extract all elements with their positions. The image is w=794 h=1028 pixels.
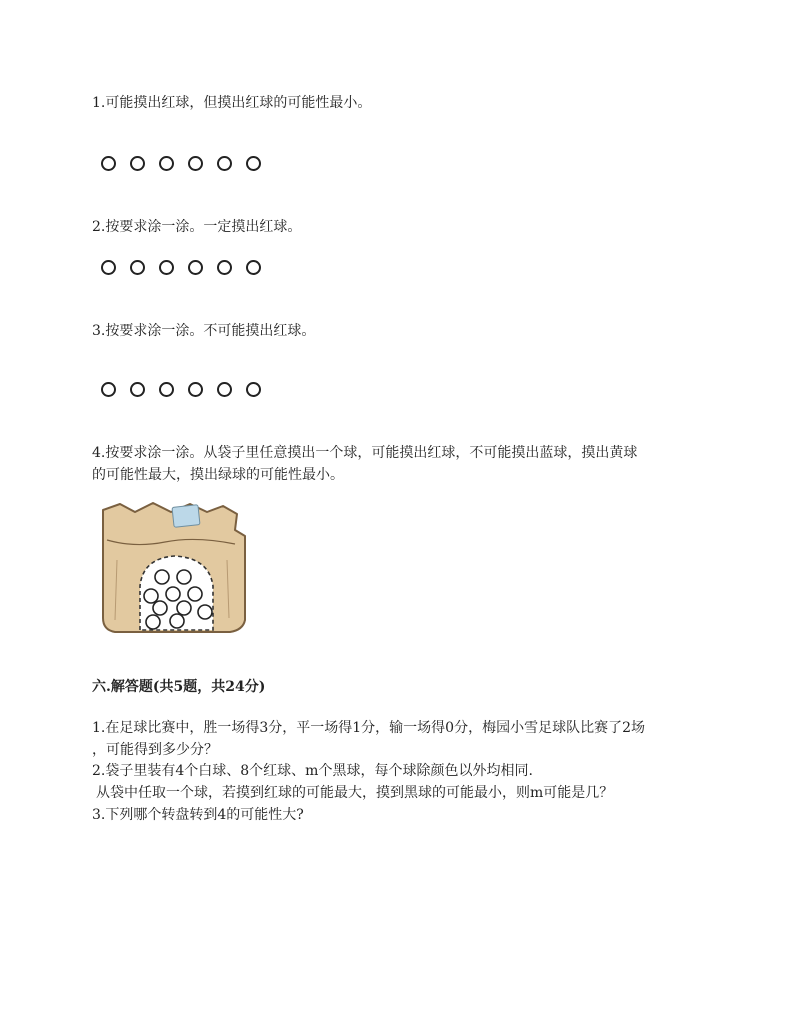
circle[interactable] (188, 156, 203, 171)
circle-row-2 (101, 260, 261, 275)
problem-1-line-1: 1.在足球比赛中，胜一场得3分，平一场得1分，输一场得0分，梅园小雪足球队比赛了2场 (92, 720, 645, 736)
circle[interactable] (159, 382, 174, 397)
question-4-line-2: 的可能性最大，摸出绿球的可能性最小。 (92, 467, 344, 483)
ball[interactable] (146, 615, 160, 629)
circle[interactable] (130, 156, 145, 171)
circle[interactable] (188, 260, 203, 275)
circle[interactable] (159, 260, 174, 275)
circle[interactable] (101, 156, 116, 171)
ball[interactable] (144, 589, 158, 603)
question-2: 2.按要求涂一涂。一定摸出红球。 (92, 219, 302, 235)
problem-3: 3.下列哪个转盘转到4的可能性大? (92, 807, 304, 823)
circle[interactable] (101, 382, 116, 397)
question-3: 3.按要求涂一涂。不可能摸出红球。 (92, 323, 316, 339)
ball[interactable] (155, 570, 169, 584)
ball[interactable] (177, 570, 191, 584)
ball[interactable] (198, 605, 212, 619)
circle[interactable] (217, 156, 232, 171)
bag-illustration (95, 500, 255, 640)
tape (172, 505, 200, 528)
circle-row-1 (101, 156, 261, 171)
problem-2-line-2: 从袋中任取一个球，若摸到红球的可能最大，摸到黑球的可能最小，则m可能是几？ (96, 785, 614, 801)
ball[interactable] (170, 614, 184, 628)
ball[interactable] (166, 587, 180, 601)
circle[interactable] (246, 260, 261, 275)
circle[interactable] (217, 382, 232, 397)
circle[interactable] (217, 260, 232, 275)
circle[interactable] (130, 260, 145, 275)
circle[interactable] (188, 382, 203, 397)
circle[interactable] (246, 382, 261, 397)
question-1: 1.可能摸出红球，但摸出红球的可能性最小。 (92, 95, 372, 111)
circle[interactable] (159, 156, 174, 171)
circle[interactable] (130, 382, 145, 397)
ball[interactable] (177, 601, 191, 615)
ball[interactable] (153, 601, 167, 615)
circle[interactable] (246, 156, 261, 171)
section-heading: 六.解答题(共5题，共24分) (92, 679, 266, 695)
problem-2-line-1: 2.袋子里装有4个白球、8个红球、m个黑球，每个球除颜色以外均相同. (92, 763, 533, 779)
circle-row-3 (101, 382, 261, 397)
problem-1-line-2: ，可能得到多少分？ (92, 742, 218, 758)
circle[interactable] (101, 260, 116, 275)
ball[interactable] (188, 587, 202, 601)
question-4-line-1: 4.按要求涂一涂。从袋子里任意摸出一个球，可能摸出红球，不可能摸出蓝球，摸出黄球 (92, 445, 638, 461)
